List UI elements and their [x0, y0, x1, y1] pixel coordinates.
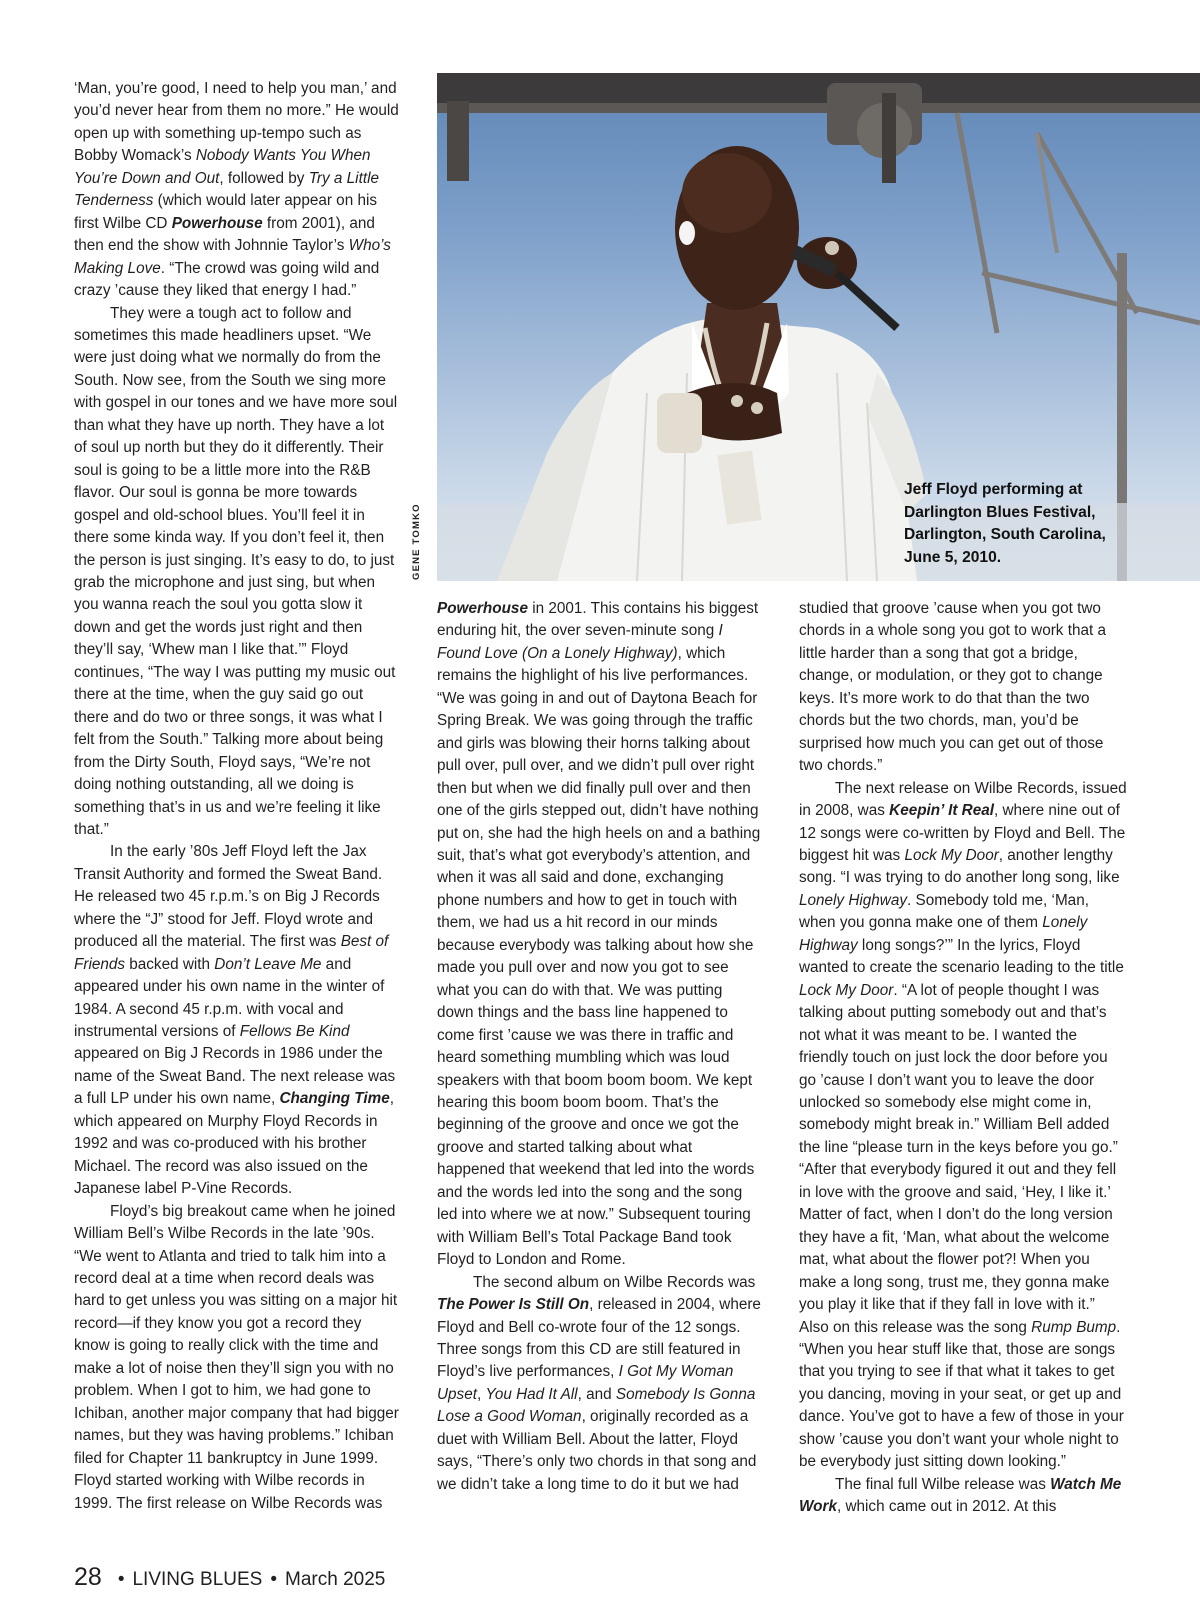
song-title: Rump Bump [1031, 1318, 1117, 1336]
album-title: The Power Is Still On [437, 1296, 590, 1314]
issue-date: March 2025 [285, 1569, 386, 1590]
song-title: Lock My Door [904, 846, 999, 864]
bullet-separator: • [270, 1569, 278, 1590]
photo-caption: Jeff Floyd performing at Darlington Blues Festival, Darlington, South Carolina, June 5, 2010. [904, 481, 1106, 566]
song-title: Lonely Highway [799, 891, 907, 909]
paragraph: Floyd’s big breakout came when he joined William Bell’s Wilbe Records in the late ’90s. “We went to Atlanta and tried to talk him into a record deal at a time when record deals was hard to get unless you was sitting on a major hit record—if they know you got a record they know is going to really click with the time and make a lot of noise then they’ll sign you with no problem. When I got to him, we had gone to Ichiban, another major company that had bigger names, but they was having problems.” Ichiban filed for Chapter 11 bankruptcy in June 1999. Floyd started working with Wilbe records in 1999. The first release on Wilbe Records was [74, 1202, 399, 1512]
album-title: Watch Me Work [799, 1475, 1122, 1516]
article-column-1 [74, 78, 400, 1515]
song-title: Lonely Highway [799, 914, 1088, 954]
song-title: Don’t Leave Me [214, 955, 322, 973]
album-title: Powerhouse [437, 600, 528, 617]
page-footer [74, 1563, 385, 1592]
song-title: Lock My Door [799, 981, 894, 999]
song-title: Try a Little Tenderness [74, 169, 379, 210]
magazine-name: LIVING BLUES [132, 1569, 263, 1590]
album-title: Changing Time [279, 1090, 390, 1108]
song-title: You Had It All [485, 1385, 578, 1403]
song-title: Somebody Is Gonna Lose a Good Woman [437, 1385, 756, 1426]
song-title: Who’s Making Love [74, 237, 391, 277]
paragraph: The final full Wilbe release was Watch Me Work, which came out in 2012. At this [799, 1475, 1122, 1516]
song-title: I Got My Woman Upset [437, 1363, 734, 1403]
paragraph: Powerhouse in 2001. This contains his biggest enduring hit, the over seven-minute song I Found Love (On a Lonely Highway), which remains the highlight of his live performances. “We was going in and out of Daytona Beach for Spring Break. We was going through the traffic and girls was blowing their horns talking about pull over, pull over, and we didn’t pull over right then but when we did finally pull over and then one of the girls stepped out, didn’t have nothing put on, she had the high heels on and a bathing suit, that’s what got everybody’s attention, and when it was all said and done, exchanging phone numbers and how to get in touch with them, we had us a hit record in our minds because everybody was talking about how she made you pull over and now you got to see what you can do with that. We was putting down things and the bass line happened to come first ’cause we was there in traffic and heard something mumbling which was loud speakers with that boom boom boom. We kept hearing this boom boom boom. That’s the beginning of the groove and once we got the groove and started talking about what happened that weekend that led into the words and the words led into the song and the song led into where we at now.” Subsequent touring with William Bell’s Total Package Band took Floyd to London and Rome. [437, 600, 761, 1269]
album-title: Keepin’ It Real [889, 802, 994, 820]
song-title: Nobody Wants You When You’re Down and Out [74, 147, 371, 187]
song-title: I Found Love (On a Lonely Highway) [437, 622, 723, 662]
paragraph: They were a tough act to follow and sometimes this made headliners upset. “We were just doing what we normally do from the South. Now see, from the South we sing more with gospel in our tones and we have more soul than what they have up north. They have a lot of soul up north but they do it differently. Their soul is going to be a little more into the R&B flavor. Our soul is gonna be more towards gospel and old-school blues. You’ll feel it in there some kinda way. If you don’t feel it, then the person is just singing. It’s easy to do, to just grab the microphone and just sing, but when you wanna reach the soul you gotta slow it down and get the words just right and then they’ll say, ‘Whew man I like that.’” Floyd continues, “The way I was putting my music out there at the time, when the guy said go out there and do two or three songs, it was what I felt from the South.” Talking more about being from the Dirty South, Floyd says, “We’re not doing nothing outstanding, all we doing is something that’s in us and we’re feeling it like that.” [74, 304, 398, 838]
article-column-2 [437, 598, 763, 1496]
song-title: Best of Friends [74, 933, 389, 973]
paragraph: The second album on Wilbe Records was The Power Is Still On, released in 2004, where Floyd and Bell co-wrote four of the 12 songs. Three songs from this CD are still featured in Floyd’s live performances, I Got My Woman Upset, You Had It All, and Somebody Is Gonna Lose a Good Woman, originally recorded as a duet with William Bell. About the latter, Floyd says, “There’s only two chords in that song and we didn’t take a long time to do it but we had [437, 1273, 761, 1493]
page-number: 28 [74, 1563, 102, 1591]
paragraph: In the early ’80s Jeff Floyd left the Jax Transit Authority and formed the Sweat Band. He released two 45 r.p.m.’s on Big J Records where the “J” stood for Jeff. Floyd wrote and produced all the material. The first was Best of Friends backed with Don’t Leave Me and appeared under his own name in the winter of 1984. A second 45 r.p.m. with vocal and instrumental versions of Fellows Be Kind appeared on Big J Records in 1986 under the name of the Sweat Band. The next release was a full LP under his own name, Changing Time, which appeared on Murphy Floyd Records in 1992 and was co-produced with his brother Michael. The record was also issued on the Japanese label P-Vine Records. [74, 843, 396, 1198]
paragraph: The next release on Wilbe Records, issued in 2008, was Keepin’ It Real, where nine out of 12 songs were co-written by Floyd and Bell. The biggest hit was Lock My Door, another lengthy song. “I was trying to do another long song, like Lonely Highway. Somebody told me, ‘Man, when you gonna make one of them Lonely Highway long songs?’” In the lyrics, Floyd wanted to create the scenario leading to the title Lock My Door. “A lot of people thought I was talking about putting somebody out and that’s not what it was meant to be. I wanted the friendly touch on just lock the door before you go ’cause I don’t want you to leave the door unlocked so somebody else might come in, somebody might break in.” William Bell added the line “please turn in the keys before you go.” “After that everybody figured it out and they fell in love with the groove and said, ‘Hey, I like it.’ Matter of fact, when I don’t do the long version they have a fit, ‘Man, what about the welcome mat, what about the flower pot?! When you make a long song, trust me, they gonna make you play it like that if they fall in love with it.” Also on this release was the song Rump Bump. “When you hear stuff like that, those are songs that you trying to see if that what it takes to get you dancing, moving in your seat, or get up and dance. You’ve got to have a few of those in your show ’cause you don’t want your whole night to be everybody just sitting down looking.” [799, 779, 1127, 1471]
article-column-3 [799, 598, 1127, 1519]
paragraph: studied that groove ’cause when you got two chords in a whole song you got to work that a little harder than a song that got a bridge, change, or modulation, or they got to change keys. It’s more work to do that than the two chords but the two chords, man, you’d be surprised how much you can get out of those two chords.” [799, 600, 1106, 775]
paragraph: ‘Man, you’re good, I need to help you man,’ and you’d never hear from them no more.” He would open up with something up-tempo such as Bobby Womack’s Nobody Wants You When You’re Down and Out, followed by Try a Little Tenderness (which would later appear on his first Wilbe CD Powerhouse from 2001), and then end the show with Johnnie Taylor’s Who’s Making Love. “The crowd was going wild and crazy ’cause they liked that energy I had.” [74, 80, 399, 300]
bullet-separator: • [117, 1569, 125, 1590]
album-title: Powerhouse [171, 214, 263, 232]
photo-credit: GENE TOMKO [411, 503, 422, 580]
song-title: Fellows Be Kind [239, 1023, 350, 1041]
